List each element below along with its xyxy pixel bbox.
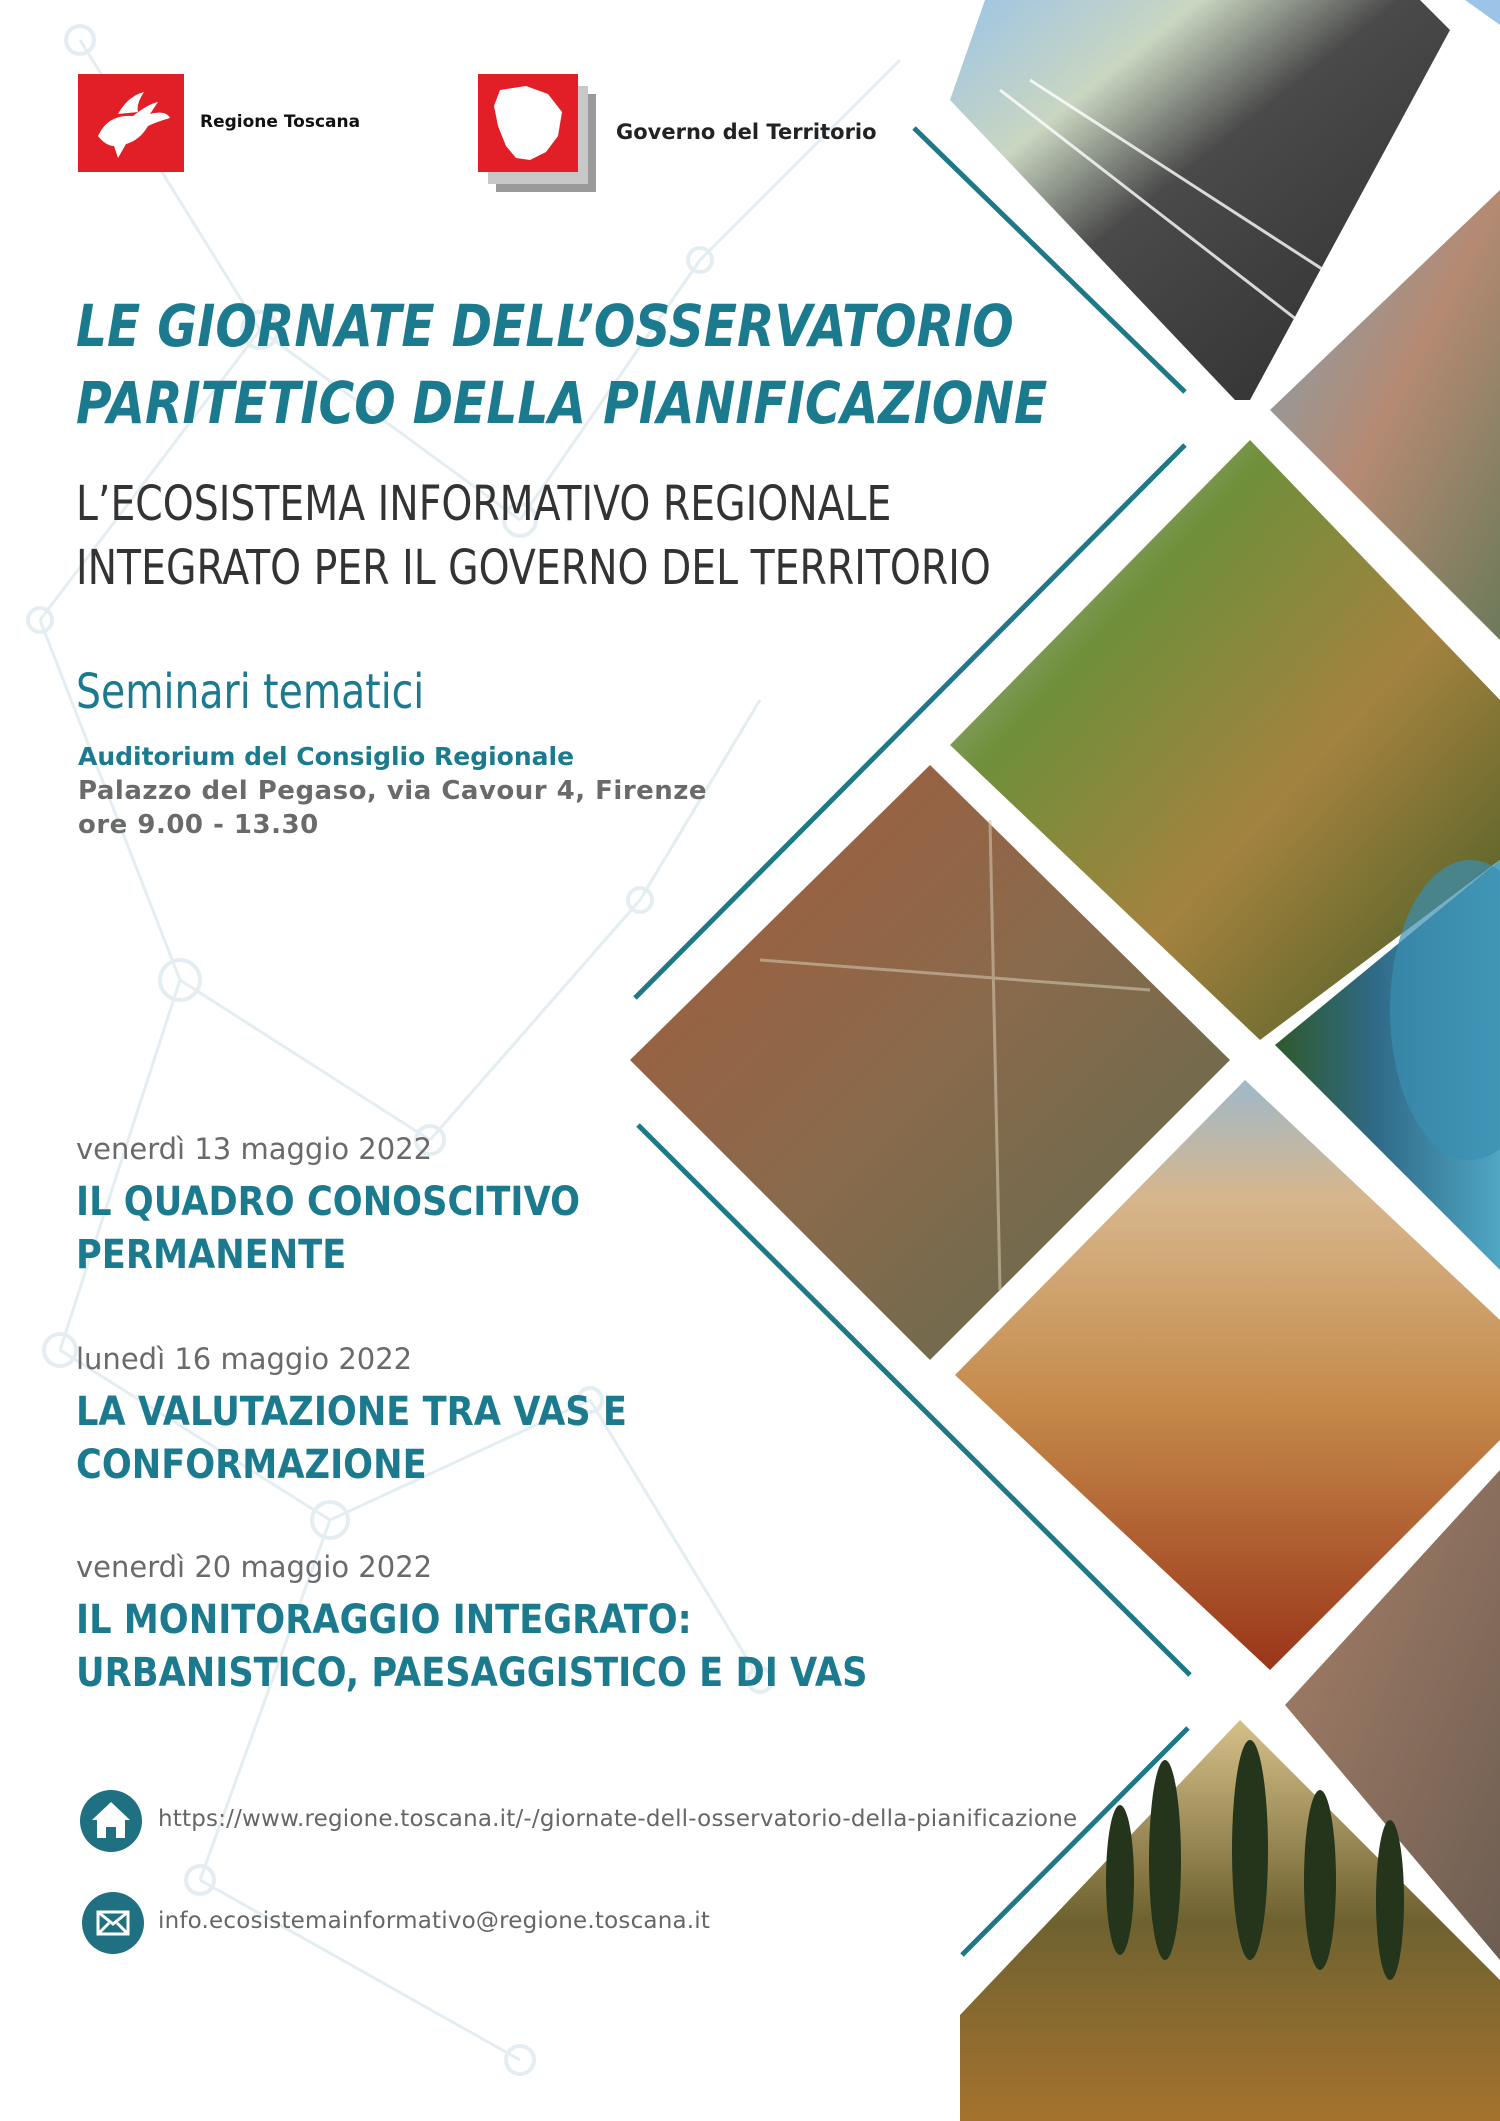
seminari-heading: Seminari tematici [76, 664, 425, 720]
event-2 [76, 1342, 776, 1492]
venue-hours: ore 9.00 - 13.30 [78, 810, 319, 840]
event-title [76, 1386, 692, 1492]
main-title-line2: PARITETICO DELLA PIANIFICAZIONE [76, 369, 1048, 437]
tuscany-map-icon [476, 72, 600, 196]
governo-territorio-logo [476, 72, 600, 196]
event-title-line2: URBANISTICO, PAESAGGISTICO E DI VAS [76, 1650, 868, 1696]
home-icon[interactable] [80, 1790, 142, 1852]
subtitle-line2: INTEGRATO PER IL GOVERNO DEL TERRITORIO [76, 540, 991, 596]
governo-territorio-label: Governo del Territorio [616, 120, 877, 144]
venue-place: Auditorium del Consiglio Regionale [78, 742, 575, 771]
event-title [76, 1176, 692, 1282]
main-title [76, 288, 1048, 442]
venue-address: Palazzo del Pegaso, via Cavour 4, Firenze [78, 776, 708, 806]
pegasus-icon [78, 74, 184, 172]
regione-toscana-label: Regione Toscana [200, 112, 361, 132]
event-date: venerdì 20 maggio 2022 [76, 1550, 433, 1584]
event-title-line2: PERMANENTE [76, 1232, 347, 1278]
website-link[interactable]: https://www.regione.toscana.it/-/giornate-dell-osservatorio-della-pianificazione [158, 1806, 1078, 1832]
main-title-line1: LE GIORNATE DELL’OSSERVATORIO [76, 292, 1014, 360]
event-title-line1: LA VALUTAZIONE TRA VAS E [76, 1389, 627, 1435]
event-title-line1: IL QUADRO CONOSCITIVO [76, 1179, 581, 1225]
subtitle [76, 472, 991, 600]
venue-info [78, 740, 707, 842]
event-title [76, 1594, 868, 1700]
event-date: lunedì 16 maggio 2022 [76, 1342, 413, 1376]
mail-icon[interactable] [82, 1892, 144, 1954]
regione-toscana-logo [78, 74, 184, 172]
subtitle-line1: L’ECOSISTEMA INFORMATIVO REGIONALE [76, 476, 892, 532]
event-3 [76, 1550, 868, 1700]
event-title-line2: CONFORMAZIONE [76, 1442, 427, 1488]
email-link[interactable]: info.ecosistemainformativo@regione.toscana.it [158, 1908, 711, 1934]
event-title-line1: IL MONITORAGGIO INTEGRATO: [76, 1597, 692, 1643]
event-1 [76, 1132, 776, 1282]
event-date: venerdì 13 maggio 2022 [76, 1132, 433, 1166]
